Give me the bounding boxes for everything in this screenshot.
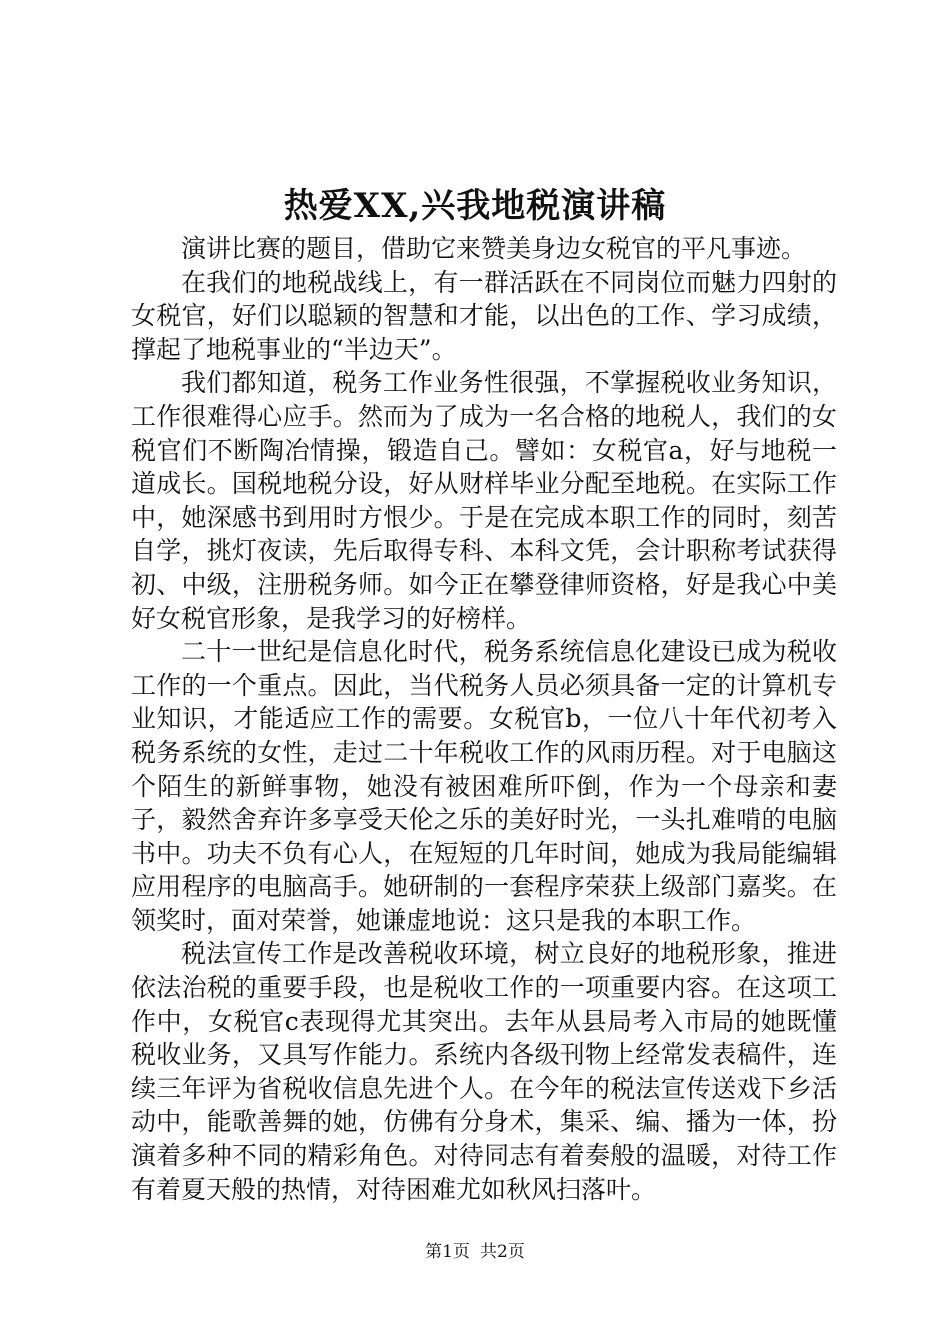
- page-number: 第1页: [425, 1242, 470, 1262]
- paragraph: 我们都知道，税务工作业务性很强，不掌握税收业务知识，工作很难得心应手。然而为了成为一名合格的地税人，我们的女税官们不断陶冶情操，锻造自己。譬如：女税官a，好与地税一道成长。国税地税分设，好从财样毕业分配至地税。在实际工作中，她深感书到用时方恨少。于是在完成本职工作的同时，刻苦自学，挑灯夜读，先后取得专科、本科文凭，会计职称考试获得初、中级，注册税务师。如今正在攀登律师资格，好是我心中美好女税官形象，是我学习的好榜样。: [131, 368, 837, 633]
- page-footer: [0, 1240, 950, 1264]
- paragraph: 税法宣传工作是改善税收环境，树立良好的地税形象，推进依法治税的重要手段，也是税收工作的一项重要内容。在这项工作中，女税官c表现得尤其突出。去年从县局考入市局的她既懂税收业务，又具写作能力。系统内各级刊物上经常发表稿件，连续三年评为省税收信息先进个人。在今年的税法宣传送戏下乡活动中，能歌善舞的她，仿佛有分身术，集采、编、播为一体，扮演着多种不同的精彩角色。对待同志有着奏般的温暖，对待工作有着夏天般的热情，对待困难尤如秋风扫落叶。: [131, 939, 837, 1204]
- page-total: 共2页: [480, 1242, 525, 1262]
- document-body: [131, 232, 837, 1206]
- paragraph: 在我们的地税战线上，有一群活跃在不同岗位而魅力四射的女税官，好们以聪颖的智慧和才能，以出色的工作、学习成绩，撑起了地税事业的“半边天”。: [131, 267, 837, 364]
- paragraph: 演讲比赛的题目，借助它来赞美身边女税官的平凡事迹。: [181, 234, 807, 263]
- document-title: 热爱XX,兴我地税演讲稿: [283, 186, 667, 226]
- paragraph: 二十一世纪是信息化时代，税务系统信息化建设已成为税收工作的一个重点。因此，当代税务人员必须具备一定的计算机专业知识，才能适应工作的需要。女税官b，一位八十年代初考入税务系统的女性，走过二十年税收工作的风雨历程。对于电脑这个陌生的新鲜事物，她没有被困难所吓倒，作为一个母亲和妻子，毅然舍弃许多享受天伦之乐的美好时光，一头扎难啃的电脑书中。功夫不负有心人，在短短的几年时间，她成为我局能编辑应用程序的电脑高手。她研制的一套程序荣获上级部门嘉奖。在领奖时，面对荣誉，她谦虚地说：这只是我的本职工作。: [131, 637, 837, 935]
